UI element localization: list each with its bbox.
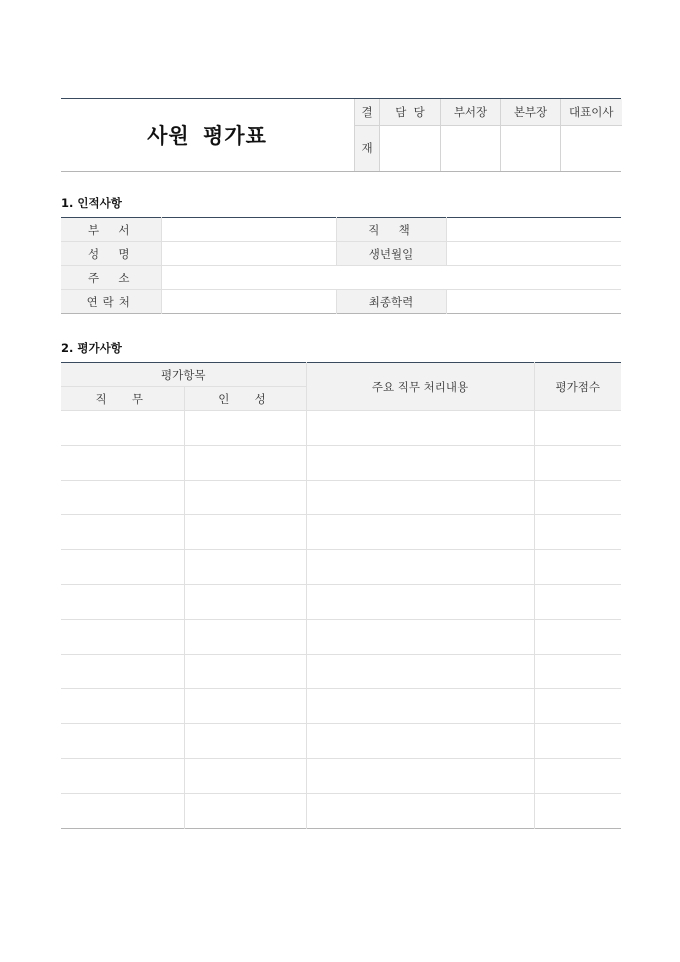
label-position: 직 책 — [336, 218, 446, 242]
cell-duty[interactable] — [61, 724, 184, 759]
approval-col-dept-head: 부서장 — [441, 99, 501, 125]
cell-main-duties[interactable] — [306, 550, 534, 585]
cell-main-duties[interactable] — [306, 654, 534, 689]
field-name[interactable] — [161, 242, 336, 266]
table-row — [61, 619, 621, 654]
approval-label-bottom: 재 — [355, 125, 380, 171]
cell-duty[interactable] — [61, 654, 184, 689]
cell-character[interactable] — [184, 619, 306, 654]
approval-col-division-head: 본부장 — [501, 99, 561, 125]
cell-duty[interactable] — [61, 619, 184, 654]
table-row — [61, 480, 621, 515]
field-education[interactable] — [446, 290, 621, 314]
approval-sign-division-head[interactable] — [501, 125, 561, 171]
cell-character[interactable] — [184, 724, 306, 759]
table-row — [61, 724, 621, 759]
label-birthdate: 생년월일 — [336, 242, 446, 266]
table-row — [61, 584, 621, 619]
field-department[interactable] — [161, 218, 336, 242]
evaluation-table — [61, 362, 621, 829]
label-contact: 연락처 — [61, 290, 161, 314]
cell-duty[interactable] — [61, 515, 184, 550]
cell-duty[interactable] — [61, 480, 184, 515]
cell-character[interactable] — [184, 793, 306, 828]
cell-score[interactable] — [534, 411, 621, 446]
approval-sign-ceo[interactable] — [561, 125, 622, 171]
cell-score[interactable] — [534, 619, 621, 654]
cell-character[interactable] — [184, 689, 306, 724]
cell-duty[interactable] — [61, 758, 184, 793]
label-name: 성 명 — [61, 242, 161, 266]
cell-score[interactable] — [534, 550, 621, 585]
label-education: 최종학력 — [336, 290, 446, 314]
cell-character[interactable] — [184, 480, 306, 515]
cell-main-duties[interactable] — [306, 411, 534, 446]
field-birthdate[interactable] — [446, 242, 621, 266]
cell-character[interactable] — [184, 654, 306, 689]
field-address[interactable] — [161, 266, 621, 290]
cell-main-duties[interactable] — [306, 793, 534, 828]
cell-duty[interactable] — [61, 584, 184, 619]
approval-sign-manager[interactable] — [380, 125, 441, 171]
cell-character[interactable] — [184, 515, 306, 550]
cell-duty[interactable] — [61, 689, 184, 724]
header-character: 인 성 — [184, 387, 306, 411]
cell-score[interactable] — [534, 724, 621, 759]
cell-score[interactable] — [534, 793, 621, 828]
cell-score[interactable] — [534, 584, 621, 619]
cell-character[interactable] — [184, 758, 306, 793]
table-row — [61, 445, 621, 480]
approval-sign-dept-head[interactable] — [441, 125, 501, 171]
cell-score[interactable] — [534, 654, 621, 689]
header-main-duties: 주요 직무 처리내용 — [306, 363, 534, 411]
field-contact[interactable] — [161, 290, 336, 314]
table-row — [61, 689, 621, 724]
document-header — [61, 98, 621, 172]
cell-main-duties[interactable] — [306, 758, 534, 793]
header-evaluation-items: 평가항목 — [61, 363, 306, 387]
cell-duty[interactable] — [61, 550, 184, 585]
section-heading-personal: 1. 인적사항 — [61, 196, 122, 210]
cell-main-duties[interactable] — [306, 445, 534, 480]
approval-col-ceo: 대표이사 — [561, 99, 622, 125]
cell-score[interactable] — [534, 480, 621, 515]
table-row — [61, 411, 621, 446]
page-title: 사원 평가표 — [147, 124, 267, 148]
evaluation-rows — [61, 411, 621, 829]
cell-character[interactable] — [184, 584, 306, 619]
cell-score[interactable] — [534, 758, 621, 793]
personal-info-table — [61, 217, 621, 314]
cell-duty[interactable] — [61, 445, 184, 480]
cell-character[interactable] — [184, 550, 306, 585]
cell-main-duties[interactable] — [306, 619, 534, 654]
cell-character[interactable] — [184, 411, 306, 446]
header-duty: 직 무 — [61, 387, 184, 411]
cell-main-duties[interactable] — [306, 480, 534, 515]
header-score: 평가점수 — [534, 363, 621, 411]
table-row — [61, 550, 621, 585]
table-row — [61, 654, 621, 689]
cell-main-duties[interactable] — [306, 584, 534, 619]
table-row — [61, 793, 621, 828]
label-department: 부 서 — [61, 218, 161, 242]
cell-main-duties[interactable] — [306, 724, 534, 759]
table-row — [61, 515, 621, 550]
approval-box — [354, 99, 622, 171]
cell-duty[interactable] — [61, 411, 184, 446]
approval-col-manager: 담 당 — [380, 99, 441, 125]
cell-score[interactable] — [534, 689, 621, 724]
label-address: 주 소 — [61, 266, 161, 290]
cell-score[interactable] — [534, 515, 621, 550]
cell-score[interactable] — [534, 445, 621, 480]
approval-label-top: 결 — [355, 99, 380, 125]
cell-duty[interactable] — [61, 793, 184, 828]
section-heading-evaluation: 2. 평가사항 — [61, 341, 122, 355]
cell-main-duties[interactable] — [306, 515, 534, 550]
cell-main-duties[interactable] — [306, 689, 534, 724]
cell-character[interactable] — [184, 445, 306, 480]
table-row — [61, 758, 621, 793]
field-position[interactable] — [446, 218, 621, 242]
